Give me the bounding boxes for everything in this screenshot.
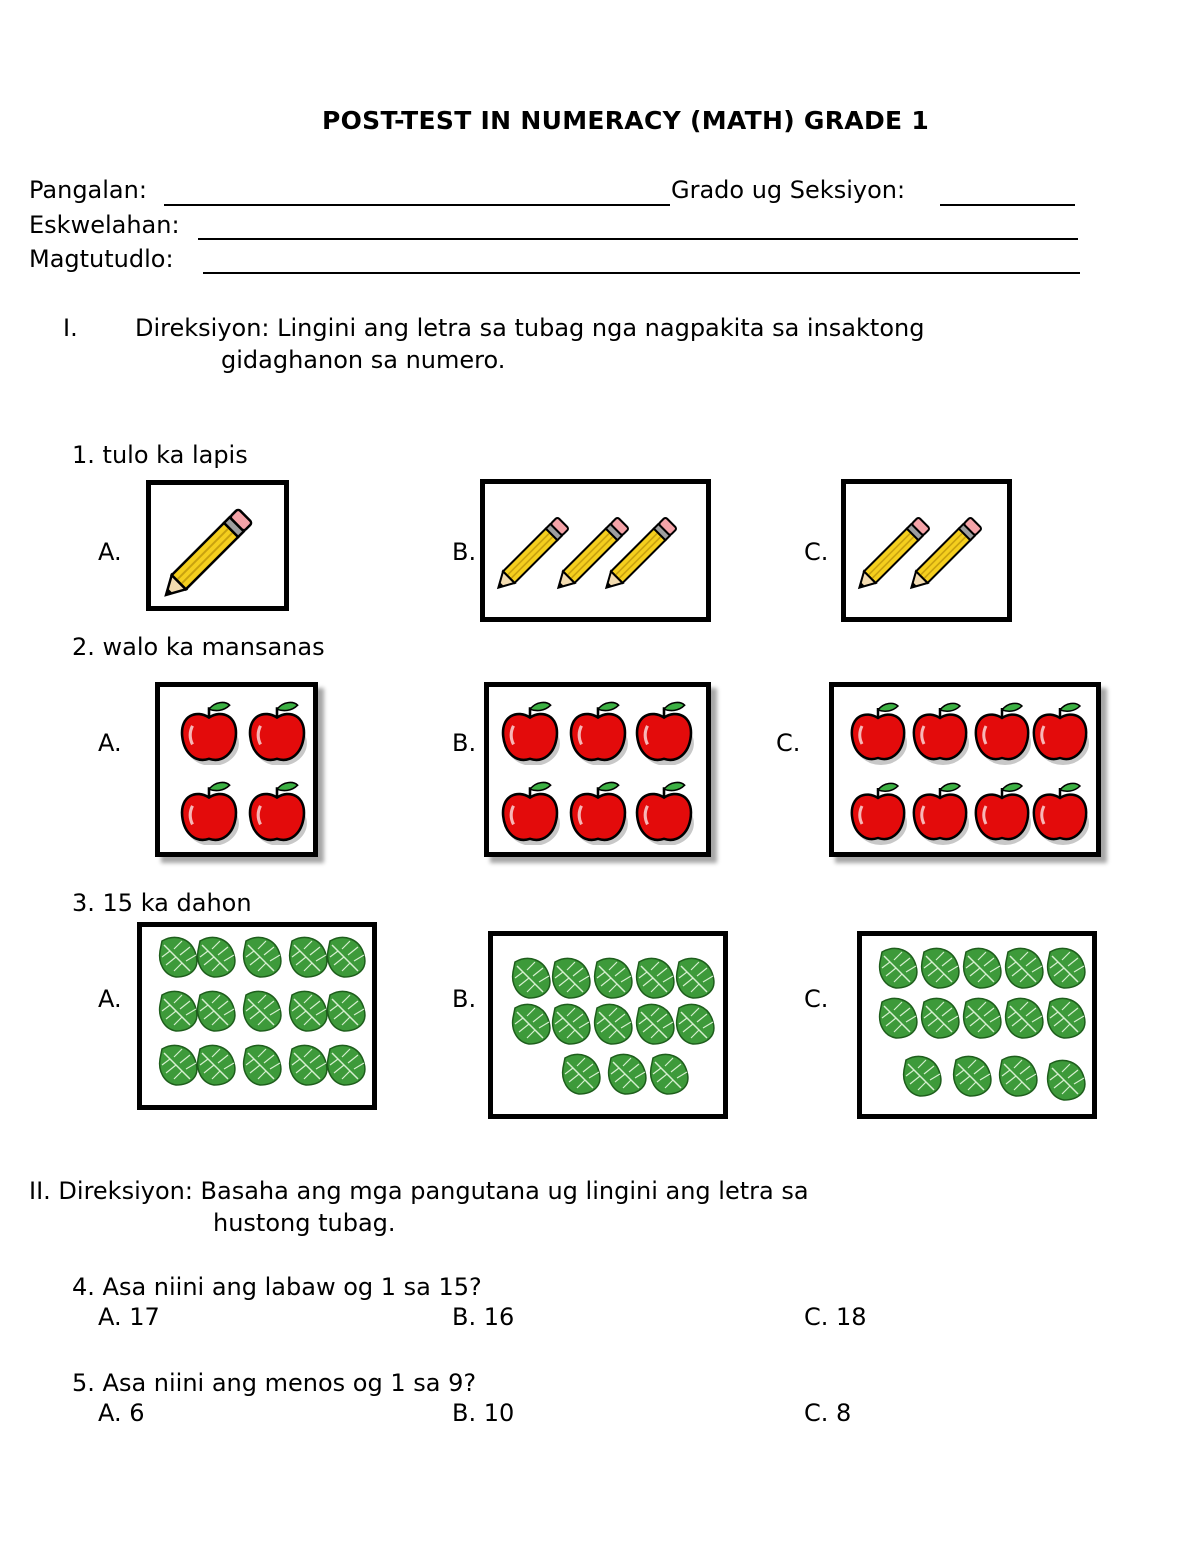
q3-option-b-label[interactable]: B. [452,985,477,1013]
pencil-icon [599,500,689,600]
apple-icon [1030,779,1090,845]
q1-prompt: 1. tulo ka lapis [72,441,248,469]
q4-question: 4. Asa niini ang labaw og 1 sa 15? [72,1273,482,1301]
school-label: Eskwelahan: [29,211,180,239]
leaves-group-14 [876,944,1086,1114]
apple-icon [178,699,240,765]
q3-option-a-box[interactable] [137,922,377,1110]
q3-option-b-box[interactable] [488,931,728,1119]
apple-icon [848,699,908,765]
pencil-icon [157,499,267,599]
apple-icon [633,699,695,765]
q5-question: 5. Asa niini ang menos og 1 sa 9? [72,1369,477,1397]
q1-option-a-box[interactable] [146,480,289,611]
leaf-icon [880,948,1085,988]
q2-option-a-box[interactable] [155,682,318,857]
leaves-group-15 [156,933,366,1103]
apple-icon [910,779,970,845]
grade-section-field[interactable] [940,204,1075,206]
leaf-icon [563,1054,688,1094]
apple-icon [910,699,970,765]
apple-icon [972,779,1032,845]
leaf-icon [160,1045,365,1085]
page-title: POST-TEST IN NUMERACY (MATH) GRADE 1 [322,106,930,135]
q4-option-c[interactable]: C. 18 [804,1303,867,1331]
apple-icon [246,779,308,845]
apple-icon [246,699,308,765]
q2-prompt: 2. walo ka mansanas [72,633,325,661]
part2-direction: II. Direksiyon: Basaha ang mga pangutana ug lingini ang letra sa [29,1177,809,1205]
apple-icon [848,779,908,845]
q2-option-c-box[interactable] [829,682,1101,857]
q2-option-b-box[interactable] [484,682,711,857]
pencil-icon [904,500,994,600]
q4-option-b[interactable]: B. 16 [452,1303,515,1331]
q5-option-a[interactable]: A. 6 [98,1399,145,1427]
q2-option-b-label[interactable]: B. [452,729,477,757]
q2-option-a-label[interactable]: A. [98,729,122,757]
q1-option-a-label[interactable]: A. [98,538,122,566]
teacher-field[interactable] [203,272,1080,274]
leaf-icon [513,1004,714,1044]
apple-icon [499,699,561,765]
apple-icon [567,699,629,765]
school-field[interactable] [198,238,1078,240]
q1-option-c-box[interactable] [841,479,1012,622]
q5-option-c[interactable]: C. 8 [804,1399,852,1427]
leaf-icon [160,991,365,1031]
apple-icon [567,779,629,845]
leaf-icon [880,998,1085,1038]
q5-option-b[interactable]: B. 10 [452,1399,515,1427]
q4-option-a[interactable]: A. 17 [98,1303,160,1331]
q3-option-c-label[interactable]: C. [804,985,829,1013]
part1-number: I. [63,314,78,342]
leaf-icon [904,1056,1085,1100]
apple-icon [499,779,561,845]
grade-section-label: Grado ug Seksiyon: [671,176,906,204]
q1-option-c-label[interactable]: C. [804,538,829,566]
apple-icon [178,779,240,845]
q1-option-b-label[interactable]: B. [452,538,477,566]
leaves-group-13 [509,954,719,1104]
leaf-icon [513,958,714,998]
apple-icon [633,779,695,845]
q3-option-c-box[interactable] [857,931,1097,1119]
q1-option-b-box[interactable] [480,479,711,622]
name-label: Pangalan: [29,176,147,204]
part1-direction: Direksiyon: Lingini ang letra sa tubag nga nagpakita sa insaktong [135,314,925,342]
leaf-icon [160,937,365,977]
q2-option-c-label[interactable]: C. [776,729,801,757]
teacher-label: Magtutudlo: [29,245,174,273]
q3-option-a-label[interactable]: A. [98,985,122,1013]
part1-direction-cont: gidaghanon sa numero. [221,346,506,374]
q3-prompt: 3. 15 ka dahon [72,889,252,917]
part2-direction-cont: hustong tubag. [213,1209,396,1237]
apple-icon [1030,699,1090,765]
apple-icon [972,699,1032,765]
name-field[interactable] [164,204,670,206]
